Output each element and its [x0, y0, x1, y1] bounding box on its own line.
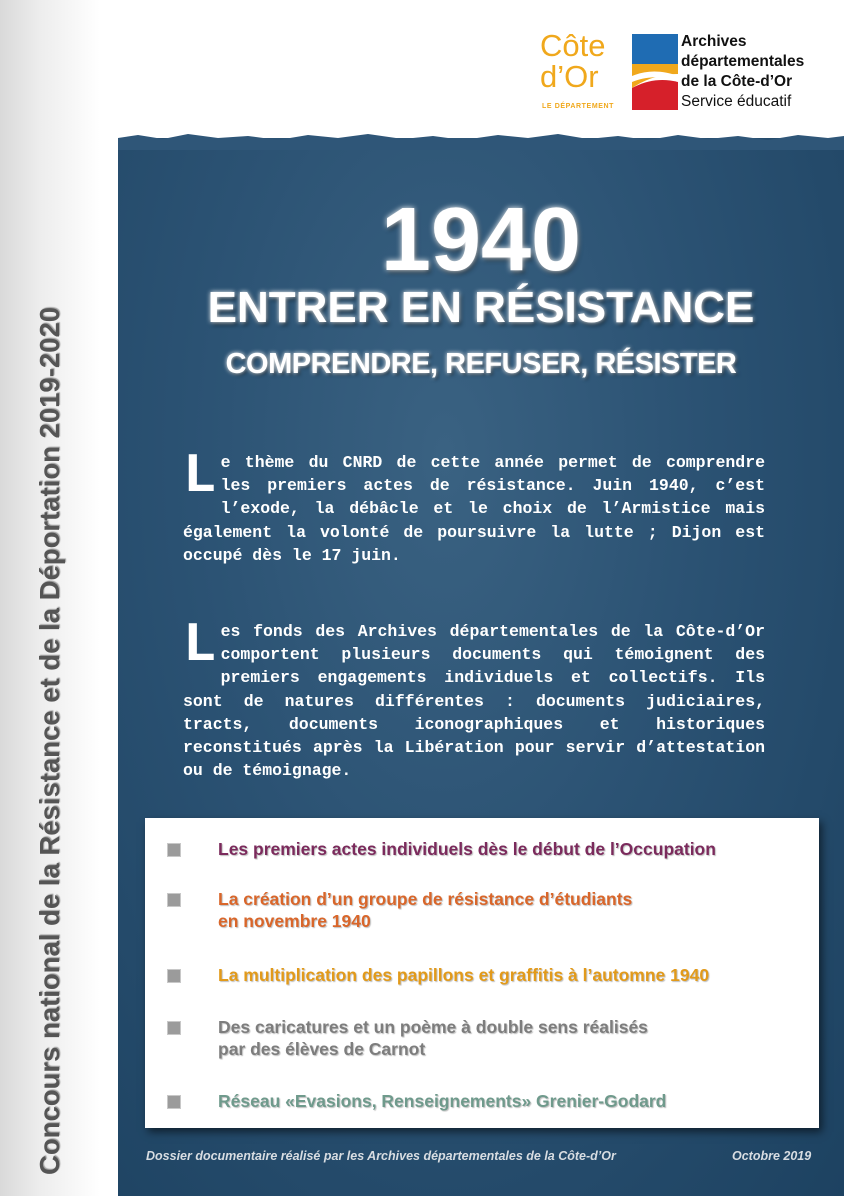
institution-line1: Archives [681, 33, 747, 50]
torn-edge [118, 130, 844, 150]
logo-wordmark [540, 30, 605, 92]
topic-label [218, 1016, 808, 1060]
paragraph-text: e thème du CNRD de cette année permet de comprendre les premiers actes de résistance. Juin 1940, c’est l’exode, la débâcle et le choix de l’Armistice mais également la volonté de poursuivre la lutte ; Dijon est occupé dès le 17 juin. [183, 453, 765, 565]
institution-name [681, 32, 841, 112]
logo-name-line2: d’Or [540, 59, 599, 94]
topic-label [218, 838, 808, 860]
logo-name-line1: Côte [540, 28, 606, 63]
intro-paragraph-2 [183, 613, 765, 782]
topic-line1: Les premiers actes individuels dès le début de l’Occupation [218, 839, 716, 859]
topic-line1: La création d’un groupe de résistance d’étudiants [218, 889, 633, 909]
logo-stripes-icon [632, 34, 678, 110]
institution-line2: départementales [681, 53, 805, 70]
cote-dor-logo [540, 30, 680, 120]
square-bullet-icon [167, 1021, 181, 1035]
footer-date: Octobre 2019 [732, 1149, 812, 1163]
topic-label [218, 964, 808, 986]
paragraph-text: es fonds des Archives départementales de la Côte-d’Or comportent plusieurs documents qui témoignent des premiers engagements individuels et collectifs. Ils sont de natures différentes : documents judiciaires, tracts, documents iconographiques et historiques reconstitués après la Libération pour servir d’attestation ou de témoignage. [183, 622, 765, 781]
square-bullet-icon [167, 843, 181, 857]
topics-list [145, 818, 819, 1128]
institution-line3: de la Côte-d’Or [681, 73, 793, 90]
topic-line1: Réseau «Evasions, Renseignements» Grenier-Godard [218, 1091, 667, 1111]
institution-line4: Service éducatif [681, 93, 792, 110]
logo-subline: LE DÉPARTEMENT [542, 103, 615, 110]
title-subhead: COMPRENDRE, REFUSER, RÉSISTER [225, 348, 737, 380]
topic-label [218, 888, 808, 932]
footer-credit: Dossier documentaire réalisé par les Archives départementales de la Côte-d’Or [146, 1149, 616, 1163]
square-bullet-icon [167, 1095, 181, 1109]
side-title: Concours national de la Résistance et de la Déportation 2019-2020 [34, 306, 65, 1175]
topic-label [218, 1090, 808, 1112]
topic-line2: en novembre 1940 [218, 911, 371, 931]
topic-line1: Des caricatures et un poème à double sens réalisés [218, 1017, 648, 1037]
topic-line1: La multiplication des papillons et graffitis à l’automne 1940 [218, 965, 710, 985]
square-bullet-icon [167, 969, 181, 983]
title-headline: ENTRER EN RÉSISTANCE [207, 283, 755, 332]
dropcap: L [183, 444, 217, 508]
title-year: 1940 [380, 190, 582, 290]
intro-paragraph-1 [183, 444, 765, 567]
square-bullet-icon [167, 893, 181, 907]
dropcap: L [183, 613, 217, 677]
topic-line2: par des élèves de Carnot [218, 1039, 426, 1059]
